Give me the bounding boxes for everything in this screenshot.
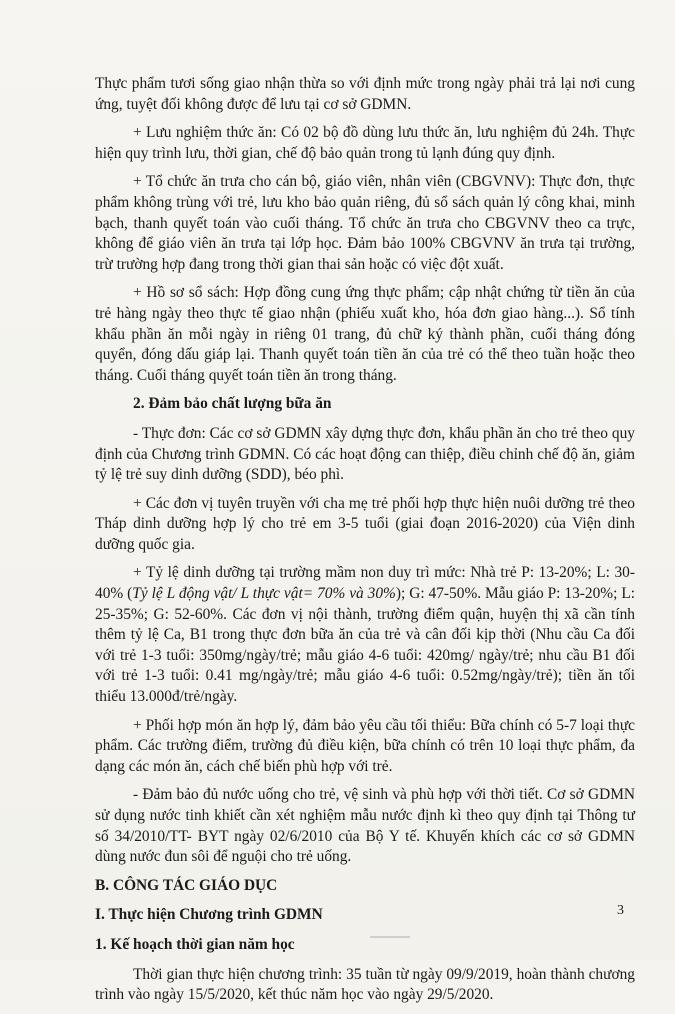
- paragraph-text: + Tỷ lệ dinh dưỡng tại trường mầm non duy trì mức: Nhà trẻ P: 13-20%; L: 30-40% (: [95, 564, 635, 603]
- italic-ratio-text: Tỷ lệ L động vật/ L thực vật= 70% và 30%: [132, 585, 396, 603]
- paragraph: Thực phẩm tươi sống giao nhận thừa so với định mức trong ngày phải trả lại nơi cung ứng, tuyệt đối không được để lưu tại cơ sở GDMN.: [95, 75, 635, 113]
- paragraph: + Hồ sơ sổ sách: Hợp đồng cung ứng thực phẩm; cập nhật chứng từ tiền ăn của trẻ hàng ngày theo thực tế giao nhận (phiếu xuất kho, hóa đơn giao hàng...). Sổ tính khẩu phần ăn mỗi ngày in riêng 01 trang, đủ chữ ký thành phần, cuối tháng đóng quyển, đóng dấu giáp lại. Thanh quyết toán tiền ăn của trẻ có thể theo tuần hoặc theo tháng. Cuối tháng quyết toán tiền ăn trong tháng.: [95, 284, 635, 384]
- document-body: [95, 74, 635, 1014]
- paragraph: Thời gian thực hiện chương trình: 35 tuần từ ngày 09/9/2019, hoàn thành chương trình vào ngày 15/5/2020, kết thúc năm học vào ngày 29/5/2020.: [95, 965, 635, 1004]
- section-heading: B. CÔNG TÁC GIÁO DỤC: [95, 876, 278, 894]
- section-heading: I. Thực hiện Chương trình GDMN: [95, 906, 323, 924]
- paragraph-text: ); G: 47-50%. Mẫu giáo P: 13-20%; L: 25-35%; G: 52-60%. Các đơn vị nội thành, trường điểm quận, huyện thị xã cần tính thêm tỷ lệ Ca, B1 trong thực đơn bữa ăn của trẻ và cân đối kịp thời (Nhu cầu Ca đối với trẻ 1-3 tuổi: 350mg/ngày/trẻ; mẫu giáo 4-6 tuổi: 420mg/ ngày/trẻ; nhu cầu B1 đối với trẻ 1-3 tuổi: 0.41 mg/ngày/trẻ; mẫu giáo 4-6 tuổi: 0.52mg/ngày/trẻ); tiền ăn tối thiểu 13.000đ/trẻ/ngày.: [95, 585, 636, 706]
- paragraph: [95, 563, 635, 707]
- paragraph: - Thực đơn: Các cơ sở GDMN xây dựng thực đơn, khẩu phần ăn cho trẻ theo quy định của Chương trình GDMN. Có các hoạt động can thiệp, điều chỉnh chế độ ăn, giảm tỷ lệ trẻ suy dinh dưỡng (SDD), béo phì.: [95, 424, 635, 484]
- paragraph: + Lưu nghiệm thức ăn: Có 02 bộ đồ dùng lưu thức ăn, lưu nghiệm đủ 24h. Thực hiện quy trình lưu, thời gian, chế độ bảo quản trong tủ lạnh đúng quy định.: [95, 124, 635, 162]
- page-number: 3: [617, 903, 624, 918]
- section-heading: 1. Kế hoạch thời gian năm học: [95, 935, 295, 953]
- section-heading: 2. Đảm bảo chất lượng bữa ăn: [133, 395, 332, 413]
- scan-artifact: [370, 936, 410, 938]
- paragraph: - Đảm bảo đủ nước uống cho trẻ, vệ sinh và phù hợp với thời tiết. Cơ sở GDMN sử dụng nước tinh khiết cần xét nghiệm mẫu nước định kì theo quy định tại Thông tư số 34/2010/TT- BYT ngày 02/6/2010 của Bộ Y tế. Khuyến khích các cơ sở GDMN dùng nước đun sôi để nguội cho trẻ uống.: [95, 786, 635, 866]
- paragraph: + Phối hợp món ăn hợp lý, đảm bảo yêu cầu tối thiểu: Bữa chính có 5-7 loại thực phẩm. Các trường điểm, trường đủ điều kiện, bữa chính có trên 10 loại thực phẩm, đa dạng các món ăn, cách chế biến phù hợp với trẻ.: [95, 716, 635, 775]
- paragraph: + Các đơn vị tuyên truyền với cha mẹ trẻ phối hợp thực hiện nuôi dưỡng trẻ theo Tháp dinh dưỡng hợp lý cho trẻ em 3-5 tuổi (giai đoạn 2016-2020) của Viện dinh dưỡng quốc gia.: [95, 494, 635, 553]
- paragraph: + Tổ chức ăn trưa cho cán bộ, giáo viên, nhân viên (CBGVNV): Thực đơn, thực phẩm không trùng với trẻ, lưu kho bảo quản riêng, đủ sổ sách quản lý công khai, minh bạch, thanh quyết toán vào cuối tháng. Tổ chức ăn trưa cho CBGVNV theo ca trực, không để giáo viên ăn trưa tại lớp học. Đảm bảo 100% CBGVNV ăn trưa tại trường, trừ trường hợp đang trong thời gian thai sản hoặc có việc đột xuất.: [95, 173, 635, 273]
